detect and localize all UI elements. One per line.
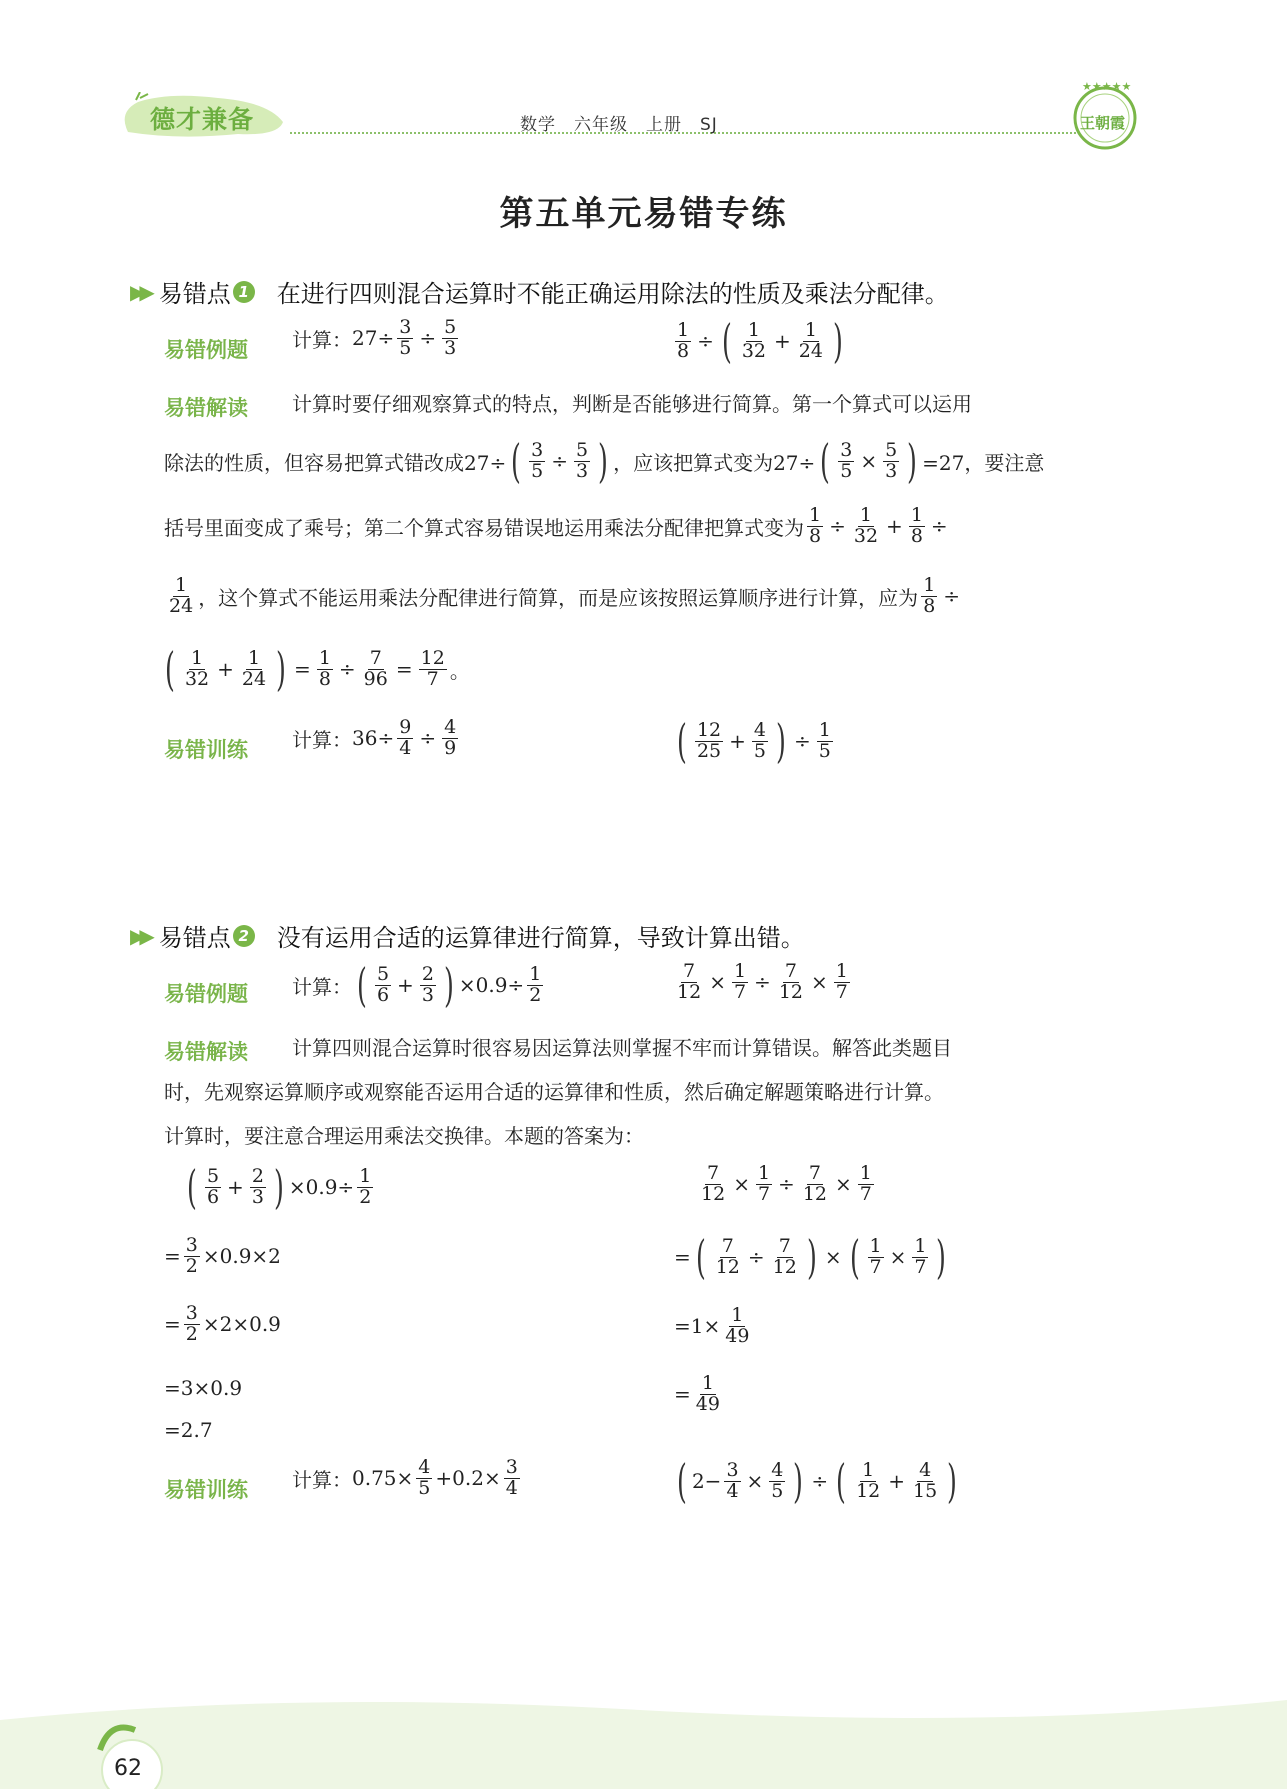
point-number-badge: 2 (233, 925, 255, 947)
footer-wave-decoration (0, 1680, 1287, 1789)
svg-text:★★★★★: ★★★★★ (1082, 80, 1132, 93)
p1-example-2: $\frac{1}{8}$ ÷ ( $\frac{1}{32}$ + $\frac{1}{24}$ ) (677, 314, 843, 368)
p2-left-step-4: =2.7 (164, 1418, 213, 1442)
p1-analysis-line-1: 计算时要仔细观察算式的特点，判断是否能够进行简算。第一个算式可以运用 (292, 392, 972, 416)
p2-left-step-0: ( $\frac{5}{6}$ + $\frac{2}{3}$ ) ×0.9÷ $\frac{1}{2}$ (187, 1160, 372, 1214)
p1-example-1: 计算： 27÷ $\frac{3}{5}$ ÷ $\frac{5}{3}$ (292, 316, 457, 359)
p2-example-1: 计算： ( $\frac{5}{6}$ + $\frac{2}{3}$ ) ×0.9÷ $\frac{1}{2}$ (292, 958, 542, 1012)
training-label: 易错训练 (164, 1478, 248, 1502)
error-point-1-heading: ▶▶ 易错点 1 在进行四则混合运算时不能正确运用除法的性质及乘法分配律。 (130, 279, 949, 308)
p1-training-1: 计算： 36÷ $\frac{9}{4}$ ÷ $\frac{4}{9}$ (292, 716, 457, 759)
p2-analysis-line-1: 计算四则混合运算时很容易因运算法则掌握不牢而计算错误。解答此类题目 (292, 1036, 952, 1060)
double-chevron-icon: ▶▶ (130, 279, 149, 304)
p2-left-step-3: =3×0.9 (164, 1376, 243, 1400)
p1-analysis-line-3: 括号里面变成了乘号；第二个算式容易错误地运用乘法分配律把算式变为 $\frac{1}{8}$ ÷ $\frac{1}{32}$ + $\frac{1}{8}$ ÷ (164, 504, 948, 547)
point-number-badge: 1 (233, 281, 255, 303)
p2-right-step-3: = $\frac{1}{49}$ (674, 1372, 720, 1415)
p2-training-1: 计算： 0.75× $\frac{4}{5}$ +0.2× $\frac{3}{4}$ (292, 1456, 518, 1499)
p2-training-2: ( 2− $\frac{3}{4}$ × $\frac{4}{5}$ ) ÷ ( $\frac{1}{12}$ + $\frac{4}{15}$ ) (677, 1454, 958, 1508)
p1-analysis-line-5: ( $\frac{1}{32}$ + $\frac{1}{24}$ ) = $\frac{1}{8}$ ÷ $\frac{7}{96}$ = $\frac{12}{7}$ 。 (165, 642, 470, 696)
example-label: 易错例题 (164, 338, 248, 362)
p1-training-2: ( $\frac{12}{25}$ + $\frac{4}{5}$ ) ÷ $\frac{1}{5}$ (677, 714, 831, 768)
p2-right-step-2: =1× $\frac{1}{49}$ (674, 1304, 750, 1347)
p2-right-step-1: = ( $\frac{7}{12}$ ÷ $\frac{7}{12}$ ) × ( $\frac{1}{7}$ × $\frac{1}{7}$ ) (674, 1230, 947, 1284)
subject-line: 数学 六年级 上册 SJ (520, 115, 718, 135)
brand-logo-text: 德才兼备 (150, 105, 255, 134)
p2-left-step-1: = $\frac{3}{2}$ ×0.9×2 (164, 1234, 281, 1277)
training-label: 易错训练 (164, 738, 248, 762)
p2-analysis-line-2: 时，先观察运算顺序或观察能否运用合适的运算律和性质，然后确定解题策略进行计算。 (164, 1080, 944, 1104)
double-chevron-icon: ▶▶ (130, 923, 149, 948)
p2-analysis-line-3: 计算时，要注意合理运用乘法交换律。本题的答案为： (164, 1124, 644, 1148)
analysis-label: 易错解读 (164, 1040, 248, 1064)
p1-analysis-line-2: 除法的性质，但容易把算式错改成27÷ ( $\frac{3}{5}$ ÷ $\frac{5}{3}$ ) ，应该把算式变为27÷ ( $\frac{3}{5}$ × $\frac{5}{3}$ ) =27，要注意 (164, 434, 1045, 488)
p1-analysis-line-4: $\frac{1}{24}$ ，这个算式不能运用乘法分配律进行简算，而是应该按照运算顺序进行计算，应为 $\frac{1}{8}$ ÷ (169, 574, 961, 617)
example-label: 易错例题 (164, 982, 248, 1006)
page-title: 第五单元易错专练 (499, 194, 788, 234)
analysis-label: 易错解读 (164, 396, 248, 420)
seal-text: 王朝霞 (1080, 114, 1126, 132)
error-point-2-heading: ▶▶ 易错点 2 没有运用合适的运算律进行简算，导致计算出错。 (130, 923, 805, 952)
p2-example-2: $\frac{7}{12}$ × $\frac{1}{7}$ ÷ $\frac{7}{12}$ × $\frac{1}{7}$ (677, 960, 848, 1003)
p2-right-step-0: $\frac{7}{12}$ × $\frac{1}{7}$ ÷ $\frac{7}{12}$ × $\frac{1}{7}$ (701, 1162, 872, 1205)
page-number: 62 (114, 1756, 142, 1781)
p2-left-step-2: = $\frac{3}{2}$ ×2×0.9 (164, 1302, 281, 1345)
